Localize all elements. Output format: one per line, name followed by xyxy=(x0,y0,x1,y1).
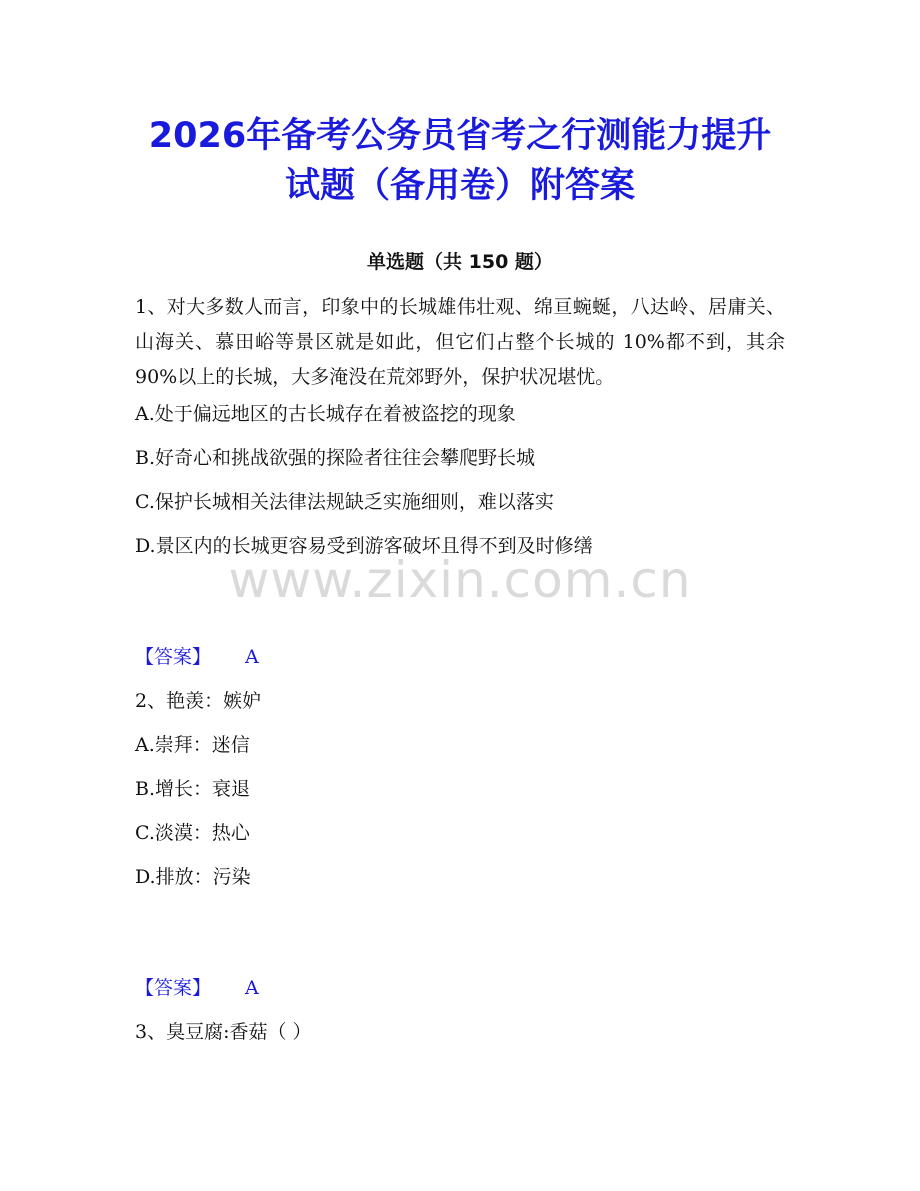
question-1-option-b: B.好奇心和挑战欲强的探险者往往会攀爬野长城 xyxy=(135,447,536,469)
question-2-stem: 2、艳羡：嫉妒 xyxy=(135,690,262,712)
question-1-option-d: D.景区内的长城更容易受到游客破坏且得不到及时修缮 xyxy=(135,535,593,557)
question-1-option-a: A.处于偏远地区的古长城存在着被盗挖的现象 xyxy=(135,403,516,425)
question-2-option-c: C.淡漠：热心 xyxy=(135,822,250,844)
question-1-answer xyxy=(135,642,259,672)
question-2-answer xyxy=(135,973,259,1003)
question-1-option-c: C.保护长城相关法律法规缺乏实施细则，难以落实 xyxy=(135,491,554,513)
question-2-option-a: A.崇拜：迷信 xyxy=(135,734,250,756)
question-3-stem: 3、臭豆腐:香菇（ ） xyxy=(135,1021,312,1043)
answer-value: A xyxy=(245,646,259,668)
watermark: www.zixin.com.cn xyxy=(228,551,692,609)
answer-label: 【答案】 xyxy=(135,977,212,999)
section-heading: 单选题（共 150 题） xyxy=(367,251,553,273)
answer-label: 【答案】 xyxy=(135,646,212,668)
document-title-line-2: 试题（备用卷）附答案 xyxy=(284,166,635,206)
question-2-option-d: D.排放：污染 xyxy=(135,866,251,888)
answer-value: A xyxy=(245,977,259,999)
question-2-option-b: B.增长：衰退 xyxy=(135,778,251,800)
question-1-stem: 1、对大多数人而言，印象中的长城雄伟壮观、绵亘蜿蜒，八达岭、居庸关、山海关、慕田峪等景区就是如此，但它们占整个长城的 10%都不到，其余 90%以上的长城，大多淹没在荒郊野外，保护状况堪忧。 xyxy=(135,296,785,388)
document-title-line-1: 2026年备考公务员省考之行测能力提升 xyxy=(148,116,772,156)
